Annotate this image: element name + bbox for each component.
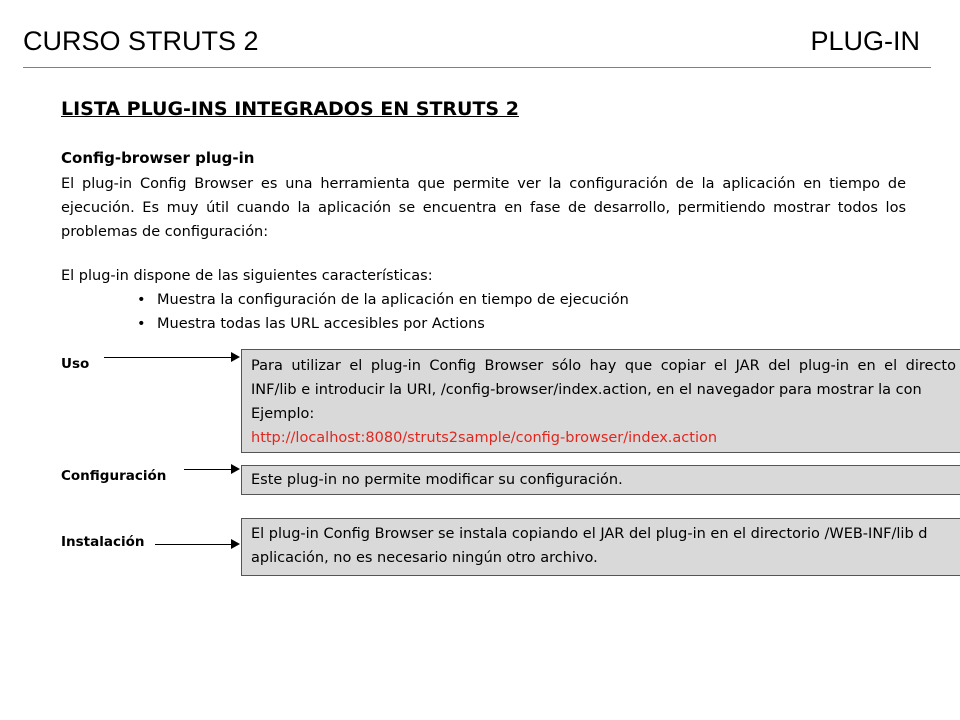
bullet-icon: • [137,316,146,332]
list-item-text: Muestra la configuración de la aplicación en tiempo de ejecución [157,292,629,308]
instalacion-label: Instalación [61,534,145,550]
configuracion-arrow-icon [184,469,238,470]
list-item [137,288,629,312]
list-item-text: Muestra todas las URL accesibles por Actions [157,316,485,332]
instalacion-arrow-icon [155,544,238,545]
features-list [137,288,629,336]
subsection-title: Config-browser plug-in [61,149,255,167]
uso-text-line-1: Para utilizar el plug-in Config Browser sólo hay que copiar el JAR del plug-in en el directo [251,358,956,374]
intro-paragraph: El plug-in Config Browser es una herramienta que permite ver la configuración de la aplicación en tiempo de ejecución. Es muy útil cuando la aplicación se encuentra en fase de desarrollo, permitiendo mostrar todos los problemas de configuración: [61,176,906,240]
section-title: LISTA PLUG-INS INTEGRADOS EN STRUTS 2 [61,98,519,120]
header-right-title: PLUG-IN [810,26,920,56]
instalacion-text-line-2: aplicación, no es necesario ningún otro archivo. [251,550,598,566]
configuracion-text: Este plug-in no permite modificar su configuración. [251,472,623,488]
uso-box [241,349,960,453]
header-left-title: CURSO STRUTS 2 [23,26,259,56]
header-divider [23,67,931,68]
list-item [137,312,629,336]
uso-arrow-icon [104,357,238,358]
bullet-icon: • [137,292,146,308]
uso-label: Uso [61,356,90,372]
instalacion-box [241,518,960,576]
features-intro: El plug-in dispone de las siguientes características: [61,268,433,284]
uso-example-link[interactable]: http://localhost:8080/struts2sample/config-browser/index.action [251,430,718,446]
configuracion-label: Configuración [61,468,167,484]
uso-text-line-3: Ejemplo: [251,406,315,422]
uso-text-line-2: INF/lib e introducir la URI, /config-browser/index.action, en el navegador para mostrar la con [251,382,922,398]
configuracion-box [241,465,960,495]
instalacion-text-line-1: El plug-in Config Browser se instala copiando el JAR del plug-in en el directorio /WEB-INF/lib d [251,526,928,542]
